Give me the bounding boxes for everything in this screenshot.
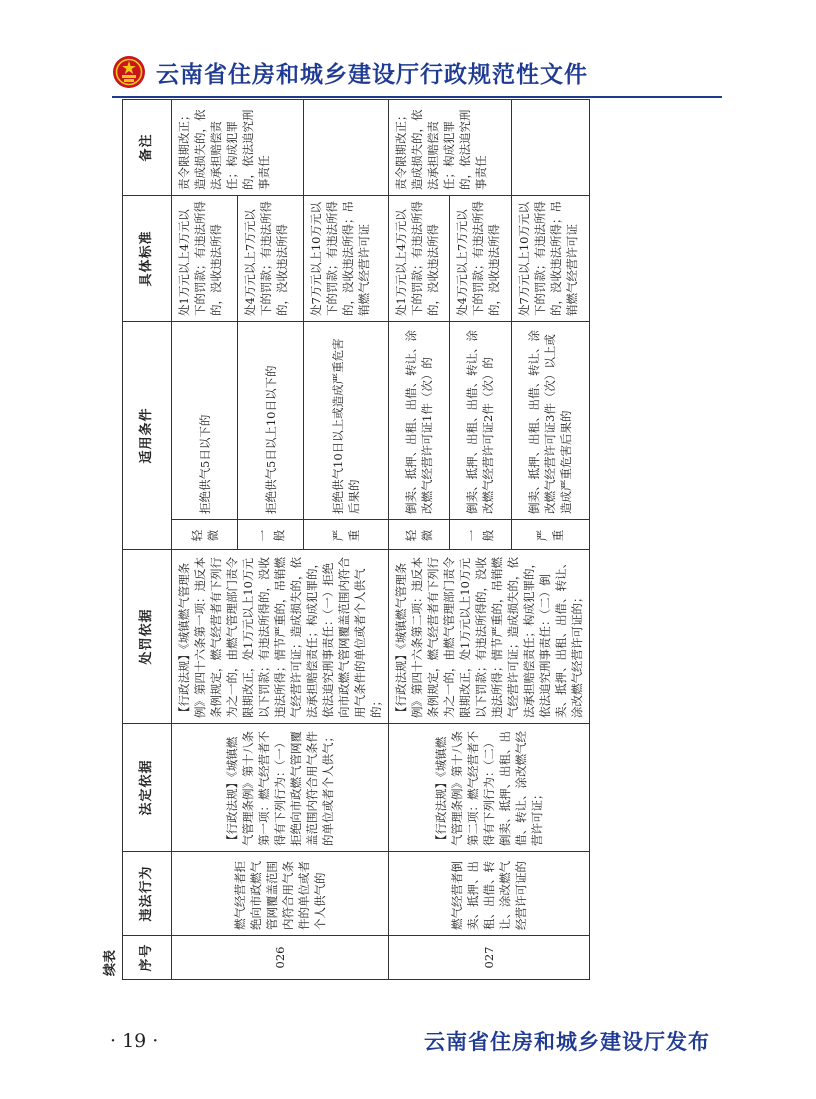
- level-cell: 轻微: [389, 520, 450, 550]
- standard-cell: 处7万元以上10万元以下的罚款；有违法所得的，没收违法所得；吊销燃气经营许可证: [511, 195, 589, 321]
- table-row: [172, 99, 238, 979]
- level-cell: 一般: [450, 520, 511, 550]
- condition-cell: 拒绝供气10日以上或造成严重危害后果的: [304, 321, 389, 519]
- rotated-table-container: [100, 100, 720, 980]
- table-frame: [100, 100, 720, 980]
- document-header: [112, 52, 588, 92]
- violation-cell: 燃气经营者拒绝向市政燃气管网覆盖范围内符合用气条件的单位或者个人供气的: [172, 852, 389, 936]
- standard-cell: 处1万元以上4万元以下的罚款；有违法所得的，没收违法所得: [389, 195, 450, 321]
- national-emblem-icon: [112, 55, 146, 89]
- remark-cell: 责令限期改正；造成损失的，依法承担赔偿责任；构成犯罪的，依法追究刑事责任: [172, 99, 304, 195]
- publisher-label: 云南省住房和城乡建设厅发布: [424, 1030, 710, 1054]
- table-row: [389, 99, 450, 979]
- standard-cell: 处1万元以上4万元以下的罚款；有违法所得的，没收违法所得: [172, 195, 238, 321]
- violation-cell: 燃气经营者倒卖、抵押、出租、出借、转让、涂改燃气经营许可证的: [389, 852, 590, 936]
- penalty-standard-table: [122, 99, 590, 980]
- penalty-basis-cell: 【行政法规】《城镇燃气管理条例》第四十六条第二项：违反本条例规定，燃气经营者有下列行为之一的，由燃气管理部门责令限期改正，处1万元以上10万元以下罚款；有违法所得的，没收违法所得；情节严重的，吊销燃气经营许可证；造成损失的，依法承担赔偿责任；构成犯罪的，依法追究刑事责任：（二）倒卖、抵押、出租、出借、转让、涂改燃气经营许可证的；: [389, 550, 590, 724]
- header-condition: 适用条件: [123, 321, 172, 549]
- level-cell: 严重: [304, 520, 389, 550]
- condition-cell: 拒绝供气5日以下的: [172, 321, 238, 519]
- level-cell: 轻微: [172, 520, 238, 550]
- standard-cell: 处4万元以上7万元以下的罚款；有违法所得的，没收违法所得: [450, 195, 511, 321]
- table-header-row: [123, 99, 172, 979]
- legal-basis-cell: 【行政法规】《城镇燃气管理条例》第十八条第二项：燃气经营者不得有下列行为：（二）倒卖、抵押、出租、出借、转让、涂改燃气经营许可证；: [389, 724, 590, 852]
- header-standard: 具体标准: [123, 195, 172, 321]
- standard-cell: 处4万元以上7万元以下的罚款；有违法所得的，没收违法所得: [238, 195, 304, 321]
- level-cell: 严重: [511, 520, 589, 550]
- condition-cell: 倒卖、抵押、出租、出借、转让、涂改燃气经营许可证2件（次）的: [450, 321, 511, 519]
- header-seq: 序号: [123, 936, 172, 980]
- header-remark: 备注: [123, 99, 172, 195]
- seq-cell: 026: [172, 936, 389, 980]
- header-legal-basis: 法定依据: [123, 724, 172, 852]
- header-divider: [112, 96, 722, 98]
- document-title: 云南省住房和城乡建设厅行政规范性文件: [156, 61, 588, 88]
- standard-cell: 处7万元以上10万元以下的罚款；有违法所得的，没收违法所得；吊销燃气经营许可证: [304, 195, 389, 321]
- header-penalty-basis: 处罚依据: [123, 550, 172, 724]
- condition-cell: 倒卖、抵押、出租、出借、转让、涂改燃气经营许可证1件（次）的: [389, 321, 450, 519]
- page-number: · 19 ·: [110, 1030, 159, 1052]
- header-violation: 违法行为: [123, 852, 172, 936]
- level-cell: 一般: [238, 520, 304, 550]
- legal-basis-cell: 【行政法规】《城镇燃气管理条例》第十八条第一项：燃气经营者不得有下列行为：（一）拒绝向市政燃气管网覆盖范围内符合用气条件的单位或者个人供气；: [172, 724, 389, 852]
- condition-cell: 倒卖、抵押、出租、出借、转让、涂改燃气经营许可证3件（次）以上或造成严重危害后果的: [511, 321, 589, 519]
- penalty-basis-cell: 【行政法规】《城镇燃气管理条例》第四十六条第一项：违反本条例规定，燃气经营者有下列行为之一的，由燃气管理部门责令限期改正，处1万元以上10万元以下罚款；有违法所得的，没收违法所得；情节严重的，吊销燃气经营许可证；造成损失的，依法承担赔偿责任；构成犯罪的，依法追究刑事责任：（一）拒绝向市政燃气管网覆盖范围内符合用气条件的单位或者个人供气的；: [172, 550, 389, 724]
- remark-cell: 责令限期改正；造成损失的，依法承担赔偿责任；构成犯罪的，依法追究刑事责任: [389, 99, 512, 195]
- condition-cell: 拒绝供气5日以上10日以下的: [238, 321, 304, 519]
- table-caption: 续表: [103, 949, 118, 976]
- remark-cell-empty: [511, 99, 589, 195]
- remark-cell-empty: [304, 99, 389, 195]
- seq-cell: 027: [389, 936, 590, 980]
